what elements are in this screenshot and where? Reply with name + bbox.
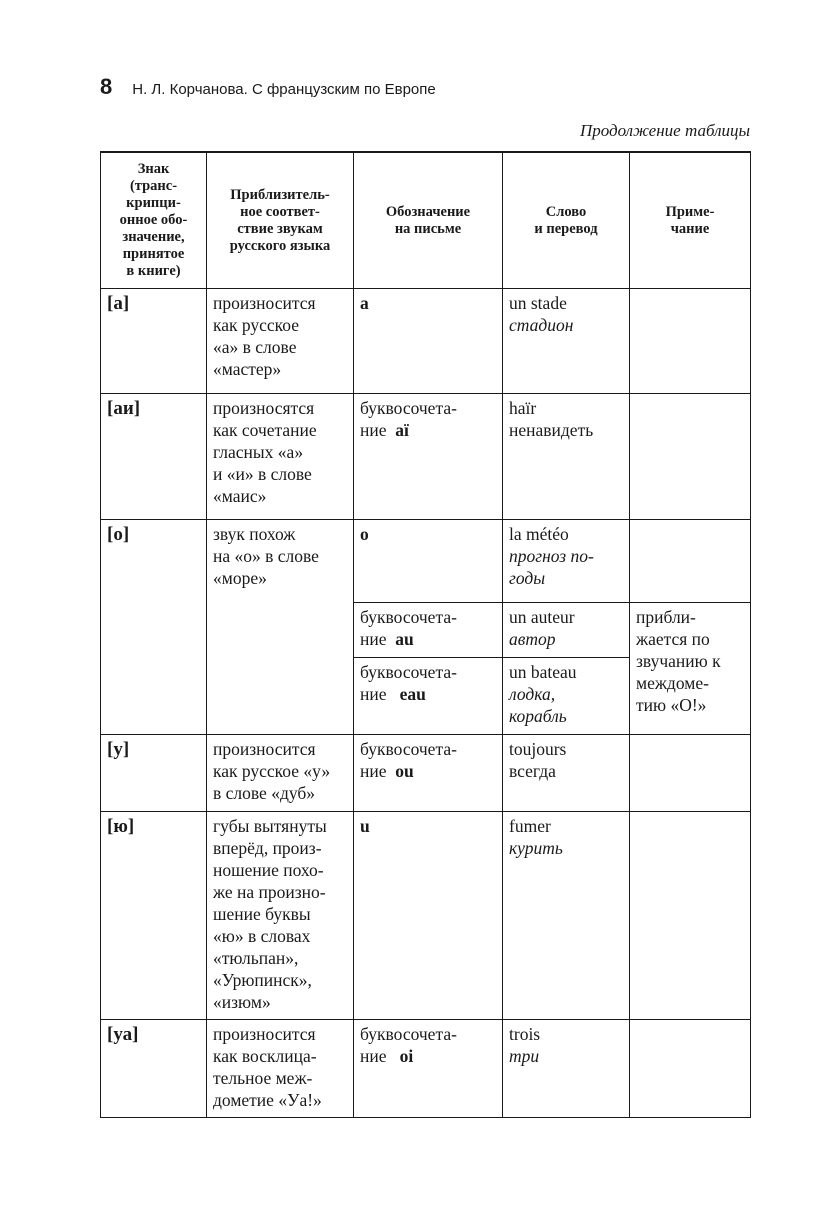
description-cell: губы вытянуты вперёд, произ- ношение похо- же на произно- шение буквы «ю» в словах «тюльпан», «Урюпинск», «изюм» bbox=[207, 812, 354, 1020]
note-cell bbox=[630, 1020, 751, 1118]
table-row bbox=[101, 1020, 751, 1118]
sign-cell: [аи] bbox=[101, 394, 207, 520]
sign-cell: [ю] bbox=[101, 812, 207, 1020]
table-row bbox=[101, 289, 751, 394]
table-row bbox=[101, 812, 751, 1020]
column-header-approx-sound: Приблизитель- ное соответ- ствие звукам русского языка bbox=[207, 152, 354, 289]
note-cell bbox=[630, 289, 751, 394]
word-cell: la météo прогноз по- годы bbox=[503, 520, 630, 603]
spelling-cell: буквосочета- ние ou bbox=[354, 735, 503, 812]
note-cell bbox=[630, 394, 751, 520]
spelling-cell: буквосочета- ние au bbox=[354, 603, 503, 658]
spelling-cell: a bbox=[354, 289, 503, 394]
word-cell: fumer курить bbox=[503, 812, 630, 1020]
description-cell: произносится как русское «у» в слове «дуб» bbox=[207, 735, 354, 812]
running-head bbox=[100, 74, 436, 104]
table-row bbox=[101, 735, 751, 812]
description-cell: звук похож на «о» в слове «море» bbox=[207, 520, 354, 735]
table-header-row bbox=[101, 152, 751, 289]
column-header-sign: Знак (транс- крипци- онное обо- значение, принятое в книге) bbox=[101, 152, 207, 289]
spelling-cell: буквосочета- ние eau bbox=[354, 658, 503, 735]
phonetics-table bbox=[100, 151, 751, 1118]
page-number: 8 bbox=[100, 74, 113, 99]
table-row bbox=[101, 394, 751, 520]
word-cell: un bateau лодка, корабль bbox=[503, 658, 630, 735]
word-cell: un stade стадион bbox=[503, 289, 630, 394]
book-title: Н. Л. Корчанова. С французским по Европе bbox=[132, 81, 436, 98]
column-header-note: Приме- чание bbox=[630, 152, 751, 289]
table-continuation-caption: Продолжение таблицы bbox=[579, 121, 750, 140]
word-cell: toujours всегда bbox=[503, 735, 630, 812]
sign-cell: [о] bbox=[101, 520, 207, 735]
sign-cell: [уа] bbox=[101, 1020, 207, 1118]
spelling-cell: буквосочета- ние aï bbox=[354, 394, 503, 520]
column-header-word: Слово и перевод bbox=[503, 152, 630, 289]
sign-cell: [а] bbox=[101, 289, 207, 394]
spelling-cell: буквосочета- ние oi bbox=[354, 1020, 503, 1118]
table-row bbox=[101, 520, 751, 603]
column-header-spelling: Обозначение на письме bbox=[354, 152, 503, 289]
description-cell: произносится как восклица- тельное меж- дометие «Уа!» bbox=[207, 1020, 354, 1118]
note-cell: прибли- жается по звучанию к междоме- тию «О!» bbox=[630, 603, 751, 735]
word-cell: haïr ненавидеть bbox=[503, 394, 630, 520]
sign-cell: [у] bbox=[101, 735, 207, 812]
spelling-cell: o bbox=[354, 520, 503, 603]
description-cell: произносятся как сочетание гласных «а» и «и» в слове «маис» bbox=[207, 394, 354, 520]
spelling-cell: u bbox=[354, 812, 503, 1020]
word-cell: trois три bbox=[503, 1020, 630, 1118]
note-cell bbox=[630, 520, 751, 603]
note-cell bbox=[630, 735, 751, 812]
note-cell bbox=[630, 812, 751, 1020]
word-cell: un auteur автор bbox=[503, 603, 630, 658]
description-cell: произносится как русское «а» в слове «мастер» bbox=[207, 289, 354, 394]
